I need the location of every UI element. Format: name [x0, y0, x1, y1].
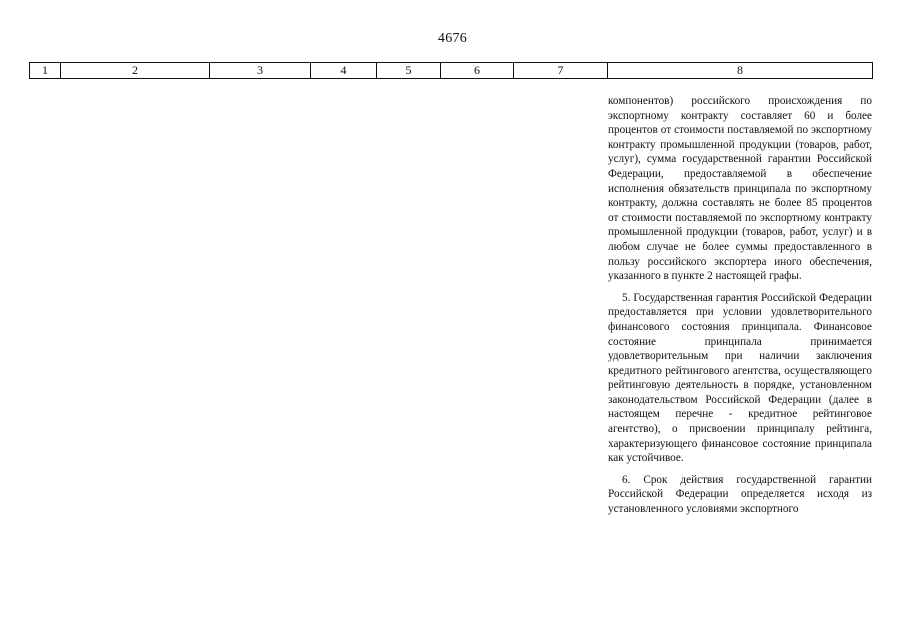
paragraph-item-5: 5. Государственная гарантия Российской Федерации предоставляется при условии удовлетворительного финансового состояния принципала. Финансовое состояние принципала принимается удовлетворительным при наличии заключения кредитного рейтингового агентства, осуществляющего рейтинговую деятельность в порядке, установленном законодательством Российской Федерации (далее в настоящем перечне - кредитное рейтинговое агентство), о присвоении принципалу рейтинга, характеризующего финансовое состояние принципала как устойчивое.: [608, 291, 872, 465]
column-number-7: 7: [514, 63, 608, 79]
column-number-6: 6: [441, 63, 514, 79]
column-number-1: 1: [30, 63, 61, 79]
column-number-2: 2: [61, 63, 210, 79]
column-number-5: 5: [377, 63, 441, 79]
column-header-table: [29, 62, 873, 79]
column-number-8: 8: [608, 63, 873, 79]
page-number: 4676: [437, 31, 468, 46]
column-number-3: 3: [210, 63, 311, 79]
column-8-text: [608, 94, 872, 524]
paragraph-item-6: 6. Срок действия государственной гарантии Российской Федерации определяется исходя из установленного условиями экспортного: [608, 473, 872, 516]
paragraph-continuation: компонентов) российского происхождения по экспортному контракту составляет 60 и более процентов от стоимости поставляемой по экспортному контракту промышленной продукции (товаров, работ, услуг), сумма государственной гарантии Российской Федерации, предоставляемой в обеспечение исполнения обязательств принципала по экспортному контракту, должна составлять не более 85 процентов от стоимости поставляемой по экспортному контракту промышленной продукции (товаров, работ, услуг) и в любом случае не более суммы предоставленного в пользу российского экспортера иного обеспечения, указанного в пункте 2 настоящей графы.: [608, 95, 872, 283]
column-header-row: [30, 63, 873, 79]
column-number-4: 4: [311, 63, 377, 79]
